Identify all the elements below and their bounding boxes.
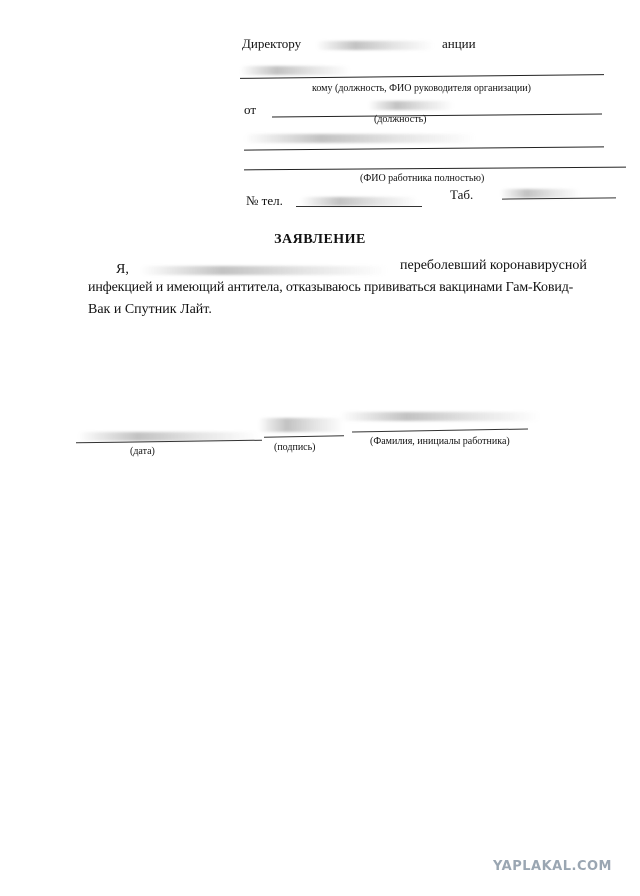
watermark-logo: YAPLAKAL.COM <box>493 859 612 874</box>
employee-line-1 <box>244 146 604 150</box>
body-line-2: инфекцией и имеющий антитела, отказываюсь прививаться вакцинами Гам-Ковид- <box>88 280 574 295</box>
phone-label: № тел. <box>246 193 283 208</box>
redacted-employee-in-body <box>140 266 388 275</box>
position-line <box>272 114 602 118</box>
tab-line <box>502 197 616 199</box>
redacted-phone <box>300 197 418 206</box>
position-caption: (должность) <box>374 114 427 125</box>
name-line <box>352 428 528 432</box>
document-title: ЗАЯВЛЕНИЕ <box>274 232 366 247</box>
phone-line <box>296 206 422 207</box>
body-line-3: Вак и Спутник Лайт. <box>88 302 212 317</box>
body-line-1-end: переболевший коронавирусной <box>400 258 587 273</box>
redacted-employee-name <box>244 134 476 143</box>
redacted-director-name <box>240 66 350 75</box>
tab-label: Таб. <box>450 187 474 202</box>
to-caption: кому (должность, ФИО руководителя организации) <box>312 83 531 94</box>
from-label: от <box>244 102 257 117</box>
redacted-tab-number <box>500 189 580 198</box>
redacted-org <box>316 41 434 50</box>
body-line-1-start: Я, <box>116 262 129 277</box>
employee-line-2 <box>244 167 626 171</box>
handwritten-signature <box>258 418 344 432</box>
employee-caption: (ФИО работника полностью) <box>360 173 485 184</box>
redacted-position <box>368 101 454 110</box>
to-director-suffix: анции <box>442 36 476 51</box>
date-caption: (дата) <box>130 446 155 457</box>
signature-line <box>264 435 344 437</box>
signature-caption: (подпись) <box>274 442 316 453</box>
to-director-prefix: Директору <box>242 36 302 51</box>
name-caption: (Фамилия, инициалы работника) <box>370 436 510 447</box>
handwritten-name <box>340 412 540 421</box>
